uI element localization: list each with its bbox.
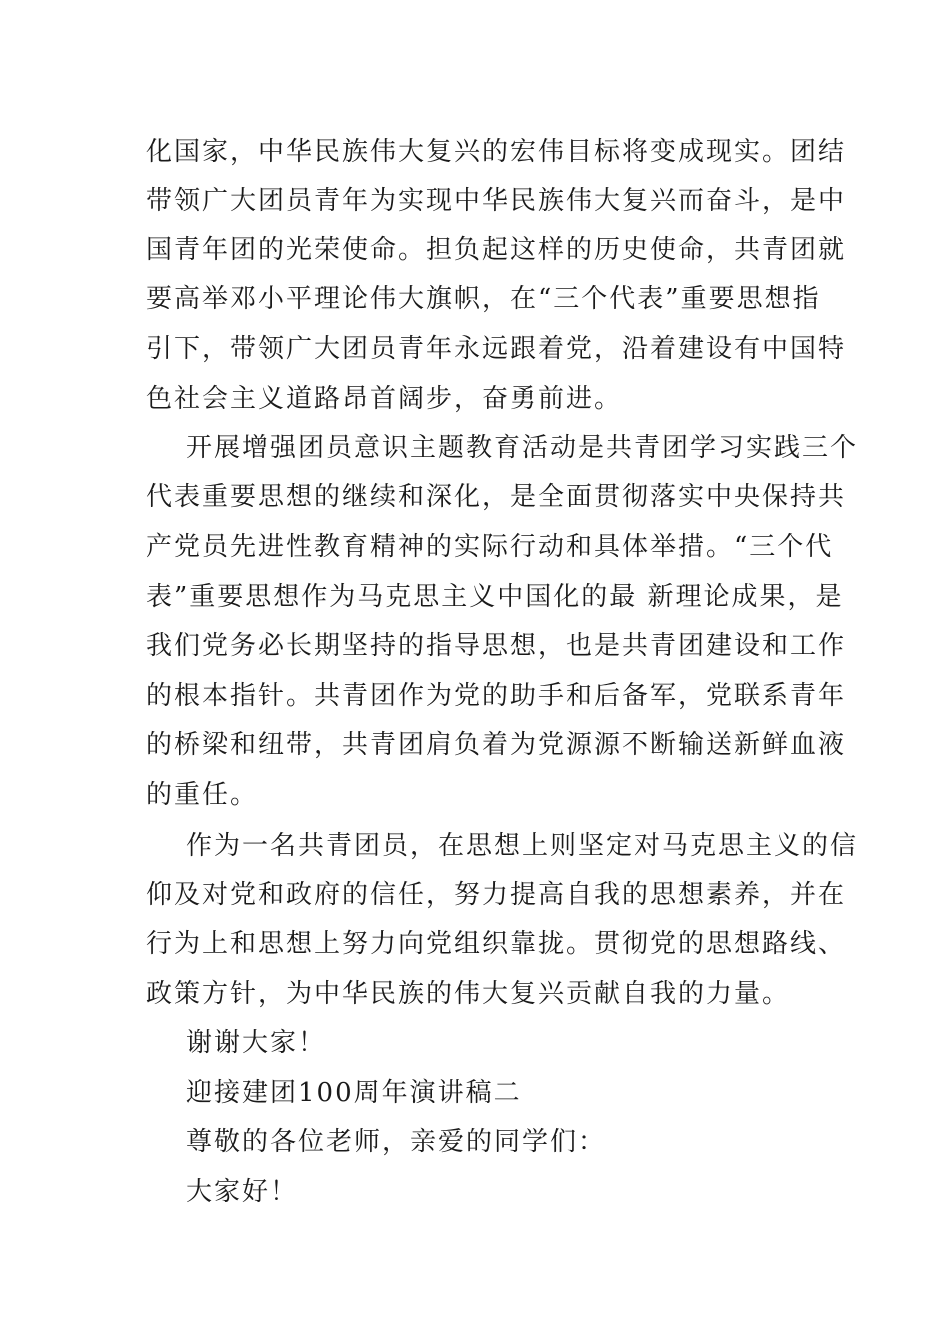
closing-thanks: 谢谢大家！: [186, 1028, 327, 1058]
paragraph-3-line-2: 仰及对党和政府的信任，努力提高自我的思想素养，并在: [146, 880, 847, 910]
paragraph-2-line-8: 的重任。: [146, 780, 259, 810]
paragraph-3-line-1: 作为一名共青团员，在思想上则坚定对马克思主义的信: [186, 831, 859, 861]
paragraph-2-line-6: 的根本指针。共青团作为党的助手和后备军，党联系青年: [146, 681, 847, 711]
paragraph-2-line-5: 我们党务必长期坚持的指导思想，也是共青团建设和工作: [146, 631, 847, 661]
paragraph-3-line-3: 行为上和思想上努力向党组织靠拢。贯彻党的思想路线、: [146, 929, 847, 959]
paragraph-1-line-5: 引下，带领广大团员青年永远跟着党，沿着建设有中国特: [146, 334, 847, 364]
paragraph-2-line-1: 开展增强团员意识主题教育活动是共青团学习实践三个: [186, 433, 859, 463]
paragraph-1-line-1: 化国家，中华民族伟大复兴的宏伟目标将变成现实。团结: [146, 137, 847, 167]
salutation: 尊敬的各位老师，亲爱的同学们：: [186, 1127, 607, 1157]
paragraph-2-line-2: 代表重要思想的继续和深化，是全面贯彻落实中央保持共: [146, 482, 847, 512]
paragraph-1-line-3: 国青年团的光荣使命。担负起这样的历史使命，共青团就: [146, 235, 847, 265]
paragraph-1-line-6: 色社会主义道路昂首阔步，奋勇前进。: [146, 384, 623, 414]
paragraph-2-line-3: 产党员先进性教育精神的实际行动和具体举措。“三个代: [146, 532, 834, 562]
paragraph-1-line-4: 要高举邓小平理论伟大旗帜，在“三个代表”重要思想指: [146, 284, 821, 314]
greeting: 大家好！: [186, 1177, 299, 1207]
paragraph-2-line-7: 的桥梁和纽带，共青团肩负着为党源源不断输送新鲜血液: [146, 730, 847, 760]
paragraph-2-line-4: 表”重要思想作为马克思主义中国化的最 新理论成果，是: [146, 582, 844, 612]
paragraph-3-line-4: 政策方针，为中华民族的伟大复兴贡献自我的力量。: [146, 979, 791, 1009]
paragraph-1-line-2: 带领广大团员青年为实现中华民族伟大复兴而奋斗，是中: [146, 186, 847, 216]
section-title: 迎接建团100周年演讲稿二: [186, 1078, 522, 1108]
